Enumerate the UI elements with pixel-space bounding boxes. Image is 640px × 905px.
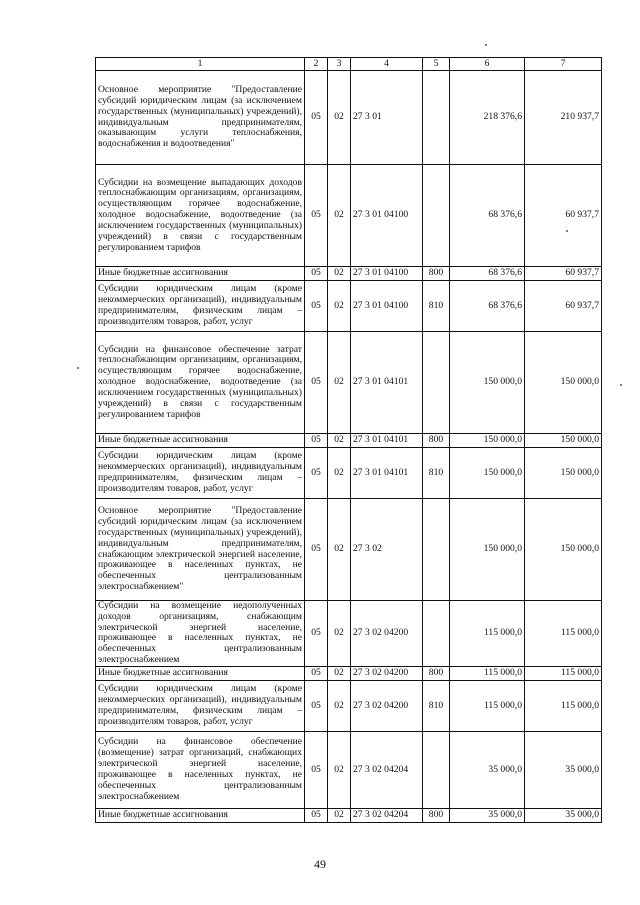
row-amount-1: 115 000,0 xyxy=(450,680,525,731)
row-amount-1: 150 000,0 xyxy=(450,332,525,434)
row-expense-type: 810 xyxy=(423,680,450,731)
row-amount-1: 35 000,0 xyxy=(450,808,525,822)
row-target-article: 27 3 01 04101 xyxy=(351,332,423,434)
table-row xyxy=(96,267,602,281)
table-header-row xyxy=(96,58,602,71)
scan-speck xyxy=(77,367,79,369)
row-amount-2: 115 000,0 xyxy=(525,666,602,680)
row-expense-type xyxy=(423,71,450,165)
scan-speck xyxy=(620,384,622,386)
table-row xyxy=(96,281,602,332)
table-row xyxy=(96,731,602,808)
row-section-code: 05 xyxy=(305,71,328,165)
table-row xyxy=(96,332,602,434)
table-row xyxy=(96,165,602,267)
row-amount-1: 115 000,0 xyxy=(450,601,525,667)
row-subsection-code: 02 xyxy=(328,71,351,165)
row-subsection-code: 02 xyxy=(328,267,351,281)
row-amount-1: 68 376,6 xyxy=(450,165,525,267)
row-section-code: 05 xyxy=(305,601,328,667)
scan-speck xyxy=(566,230,568,232)
row-subsection-code: 02 xyxy=(328,666,351,680)
row-amount-1: 68 376,6 xyxy=(450,267,525,281)
row-amount-2: 210 937,7 xyxy=(525,71,602,165)
row-subsection-code: 02 xyxy=(328,499,351,601)
row-description: Субсидии на возмещение недополученных доходов организациям, снабжающим электрической энергией население, проживающее в населенных пунктах, не обеспеченных централизованным электроснабжением xyxy=(96,601,305,667)
row-target-article: 27 3 01 xyxy=(351,71,423,165)
row-amount-1: 68 376,6 xyxy=(450,281,525,332)
row-target-article: 27 3 01 04100 xyxy=(351,267,423,281)
row-section-code: 05 xyxy=(305,434,328,448)
row-description: Субсидии на возмещение выпадающих доходов теплоснабжающим организациям, организациям, осуществляющим горячее водоснабжение, холодное водоснабжение, водоотведение (за исключением государственных (муниципальных) учреждений) в связи с государственным регулированием тарифов xyxy=(96,165,305,267)
row-subsection-code: 02 xyxy=(328,165,351,267)
row-amount-2: 150 000,0 xyxy=(525,448,602,499)
row-target-article: 27 3 02 04200 xyxy=(351,601,423,667)
row-subsection-code: 02 xyxy=(328,434,351,448)
row-description: Субсидии на финансовое обеспечение (возмещение) затрат организаций, снабжающих электрической энергией население, проживающее в населенных пунктах, не обеспеченных централизованным электроснабжением xyxy=(96,731,305,808)
row-amount-2: 35 000,0 xyxy=(525,808,602,822)
row-section-code: 05 xyxy=(305,499,328,601)
header-col-4: 4 xyxy=(351,58,423,71)
row-description: Субсидии юридическим лицам (кроме некоммерческих организаций), индивидуальным предпринимателям, физическим лицам – производителям товаров, работ, услуг xyxy=(96,448,305,499)
row-expense-type xyxy=(423,165,450,267)
row-amount-2: 60 937,7 xyxy=(525,281,602,332)
row-amount-2: 115 000,0 xyxy=(525,601,602,667)
row-description: Субсидии юридическим лицам (кроме некоммерческих организаций), индивидуальным предпринимателям, физическим лицам – производителям товаров, работ, услуг xyxy=(96,281,305,332)
row-subsection-code: 02 xyxy=(328,601,351,667)
row-amount-2: 115 000,0 xyxy=(525,680,602,731)
row-description: Основное мероприятие "Предоставление субсидий юридическим лицам (за исключением государственных (муниципальных) учреждений), индивидуальным предпринимателям, оказывающим услуги теплоснабжения, водоснабжения и водоотведения" xyxy=(96,71,305,165)
row-amount-2: 150 000,0 xyxy=(525,332,602,434)
row-description: Субсидии юридическим лицам (кроме некоммерческих организаций), индивидуальным предпринимателям, физическим лицам – производителям товаров, работ, услуг xyxy=(96,680,305,731)
row-description: Основное мероприятие "Предоставление субсидий юридическим лицам (за исключением государственных (муниципальных) учреждений), индивидуальным предпринимателям, снабжающим электрической энергией население, проживающее в населенных пунктах, не обеспеченных централизованным электроснабжением" xyxy=(96,499,305,601)
row-subsection-code: 02 xyxy=(328,680,351,731)
row-description: Иные бюджетные ассигнования xyxy=(96,434,305,448)
row-subsection-code: 02 xyxy=(328,808,351,822)
row-expense-type xyxy=(423,731,450,808)
row-target-article: 27 3 02 xyxy=(351,499,423,601)
row-expense-type: 800 xyxy=(423,267,450,281)
row-amount-2: 60 937,7 xyxy=(525,165,602,267)
budget-table xyxy=(95,57,602,823)
row-amount-2: 35 000,0 xyxy=(525,731,602,808)
table-row xyxy=(96,666,602,680)
table-row xyxy=(96,499,602,601)
row-expense-type: 810 xyxy=(423,281,450,332)
row-section-code: 05 xyxy=(305,808,328,822)
row-subsection-code: 02 xyxy=(328,281,351,332)
row-target-article: 27 3 01 04100 xyxy=(351,165,423,267)
row-target-article: 27 3 02 04200 xyxy=(351,680,423,731)
table-row xyxy=(96,448,602,499)
row-section-code: 05 xyxy=(305,448,328,499)
row-target-article: 27 3 02 04200 xyxy=(351,666,423,680)
table-row xyxy=(96,680,602,731)
row-amount-1: 150 000,0 xyxy=(450,448,525,499)
row-expense-type xyxy=(423,499,450,601)
row-expense-type: 800 xyxy=(423,434,450,448)
row-description: Иные бюджетные ассигнования xyxy=(96,666,305,680)
row-section-code: 05 xyxy=(305,267,328,281)
table-row xyxy=(96,434,602,448)
row-section-code: 05 xyxy=(305,731,328,808)
row-amount-1: 150 000,0 xyxy=(450,499,525,601)
row-amount-2: 60 937,7 xyxy=(525,267,602,281)
row-section-code: 05 xyxy=(305,281,328,332)
header-col-6: 6 xyxy=(450,58,525,71)
row-section-code: 05 xyxy=(305,666,328,680)
table-row xyxy=(96,808,602,822)
row-target-article: 27 3 02 04204 xyxy=(351,731,423,808)
scan-speck xyxy=(485,44,487,46)
row-target-article: 27 3 01 04101 xyxy=(351,434,423,448)
row-subsection-code: 02 xyxy=(328,731,351,808)
row-amount-1: 115 000,0 xyxy=(450,666,525,680)
row-target-article: 27 3 01 04100 xyxy=(351,281,423,332)
row-description: Субсидии на финансовое обеспечение затрат теплоснабжающим организациям, организациям, осуществляющим горячее водоснабжение, холодное водоснабжение, водоотведение (за исключением государственных (муниципальных) учреждений) в связи с государственным регулированием тарифов xyxy=(96,332,305,434)
row-amount-1: 218 376,6 xyxy=(450,71,525,165)
page-number: 49 xyxy=(314,857,326,871)
table-row xyxy=(96,601,602,667)
row-amount-2: 150 000,0 xyxy=(525,434,602,448)
row-amount-1: 150 000,0 xyxy=(450,434,525,448)
row-expense-type xyxy=(423,601,450,667)
table-row xyxy=(96,71,602,165)
row-section-code: 05 xyxy=(305,332,328,434)
row-target-article: 27 3 01 04101 xyxy=(351,448,423,499)
header-col-5: 5 xyxy=(423,58,450,71)
row-section-code: 05 xyxy=(305,165,328,267)
header-col-1: 1 xyxy=(96,58,305,71)
row-expense-type: 800 xyxy=(423,808,450,822)
header-col-3: 3 xyxy=(328,58,351,71)
row-subsection-code: 02 xyxy=(328,448,351,499)
row-description: Иные бюджетные ассигнования xyxy=(96,808,305,822)
row-expense-type: 800 xyxy=(423,666,450,680)
header-col-7: 7 xyxy=(525,58,602,71)
header-col-2: 2 xyxy=(305,58,328,71)
row-subsection-code: 02 xyxy=(328,332,351,434)
row-target-article: 27 3 02 04204 xyxy=(351,808,423,822)
row-expense-type: 810 xyxy=(423,448,450,499)
row-description: Иные бюджетные ассигнования xyxy=(96,267,305,281)
row-section-code: 05 xyxy=(305,680,328,731)
row-expense-type xyxy=(423,332,450,434)
row-amount-1: 35 000,0 xyxy=(450,731,525,808)
row-amount-2: 150 000,0 xyxy=(525,499,602,601)
